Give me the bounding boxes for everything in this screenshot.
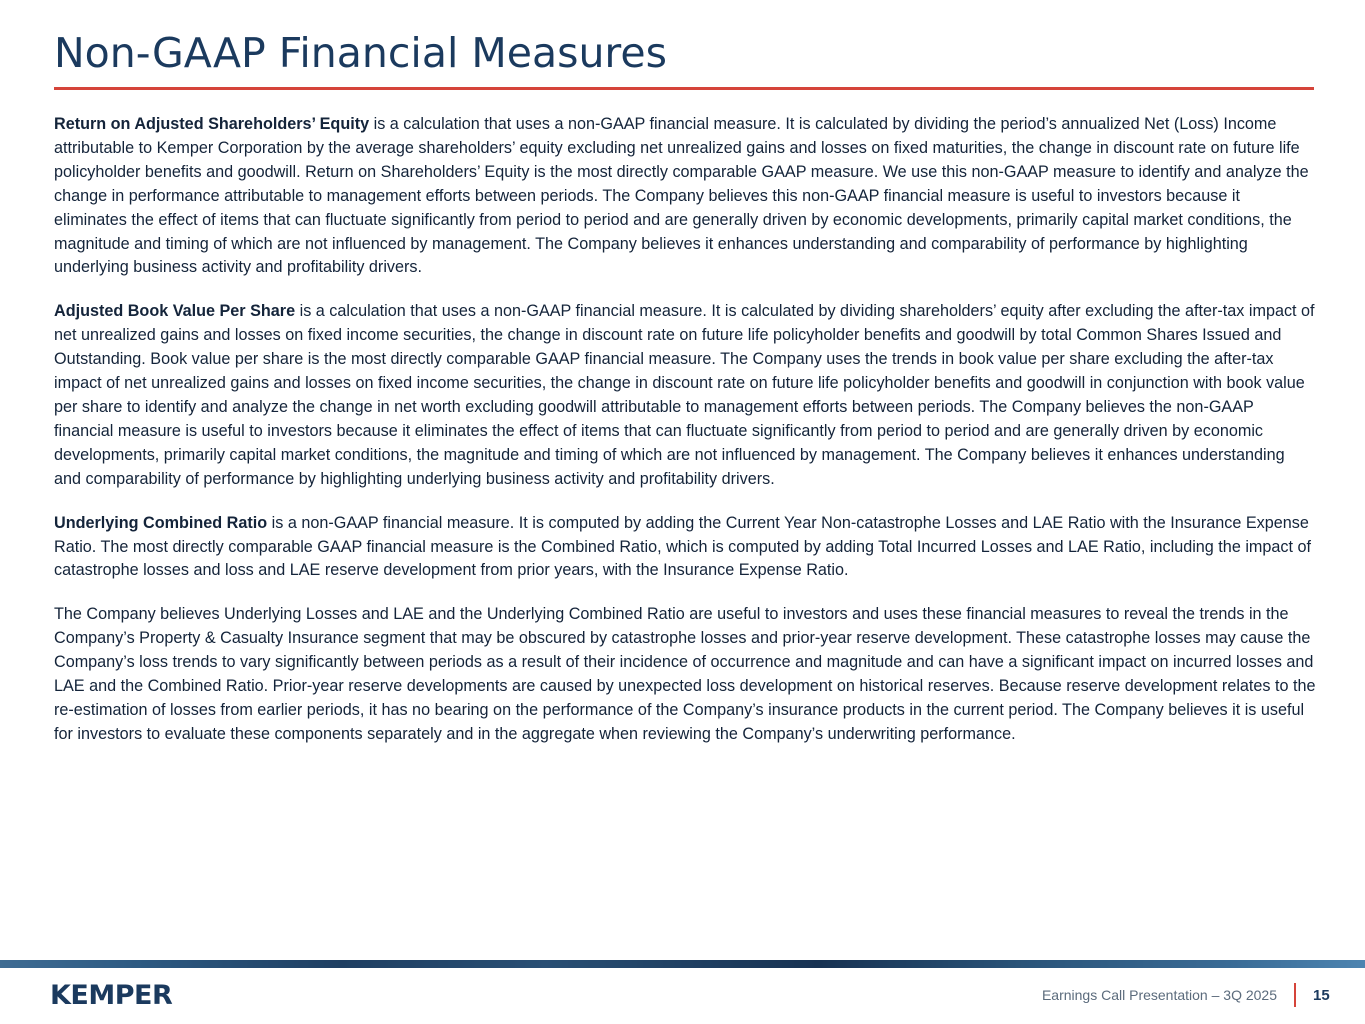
footer-divider bbox=[1294, 983, 1296, 1007]
paragraph-return-on-adjusted-equity bbox=[54, 113, 1316, 280]
page-number: 15 bbox=[1313, 987, 1330, 1004]
definition-adjusted-book-value: is a calculation that uses a non-GAAP financial measure. It is calculated by dividing shareholders’ equity after excluding the after-tax impact of net unrealized gains and losses on fixed income securities, the change in discount rate on future life policyholder benefits and goodwill by total Common Shares Issued and Outstanding. Book value per share is the most directly comparable GAAP financial measure. The Company uses the trends in book value per share excluding the after-tax impact of net unrealized gains and losses on fixed income securities, the change in discount rate on future life policyholder benefits and goodwill in conjunction with book value per share to identify and analyze the change in net worth excluding goodwill attributable to management efforts between periods. The Company believes the non-GAAP financial measure is useful to investors because it eliminates the effect of items that can fluctuate significantly from period to period and are generally driven by economic developments, primarily capital market conditions, the magnitude and timing of which are not influenced by management. The Company believes it enhances understanding and comparability of performance by highlighting underlying business activity and profitability drivers. bbox=[54, 302, 1315, 488]
definition-return-on-adjusted-equity: is a calculation that uses a non-GAAP financial measure. It is calculated by dividing the period’s annualized Net (Loss) Income attributable to Kemper Corporation by the average shareholders’ equity excluding net unrealized gains and losses on fixed maturities, the change in discount rate on future life policyholder benefits and goodwill. Return on Shareholders’ Equity is the most directly comparable GAAP measure. We use this non-GAAP measure to identify and analyze the change in performance attributable to management efforts between periods. The Company believes this non-GAAP financial measure is useful to investors because it eliminates the effect of items that can fluctuate significantly from period to period and are generally driven by economic developments, primarily capital market conditions, the magnitude and timing of which are not influenced by management. The Company believes it enhances understanding and comparability of performance by highlighting underlying business activity and profitability drivers. bbox=[54, 115, 1309, 277]
paragraph-underlying-combined-ratio bbox=[54, 512, 1316, 584]
term-underlying-combined-ratio: Underlying Combined Ratio bbox=[54, 513, 268, 532]
slide-title: Non-GAAP Financial Measures bbox=[54, 29, 667, 77]
kemper-logo-wordmark: KEMPER bbox=[50, 980, 173, 1011]
paragraph-underlying-losses-usefulness bbox=[54, 603, 1316, 746]
body-content bbox=[54, 113, 1316, 767]
title-underline-rule bbox=[54, 87, 1314, 90]
term-adjusted-book-value: Adjusted Book Value Per Share bbox=[54, 302, 296, 321]
term-return-on-adjusted-equity: Return on Adjusted Shareholders’ Equity bbox=[54, 115, 370, 133]
definition-underlying-combined-ratio: is a non-GAAP financial measure. It is computed by adding the Current Year Non-catastrophe Losses and LAE Ratio with the Insurance Expense Ratio. The most directly comparable GAAP financial measure is the Combined Ratio, which is computed by adding Total Incurred Losses and LAE Ratio, including the impact of catastrophe losses and loss and LAE reserve development from prior years, with the Insurance Expense Ratio. bbox=[54, 513, 1311, 580]
text-underlying-losses-usefulness: The Company believes Underlying Losses and LAE and the Underlying Combined Ratio are useful to investors and uses these financial measures to reveal the trends in the Company’s Property & Casualty Insurance segment that may be obscured by catastrophe losses and prior-year reserve development. These catastrophe losses may cause the Company’s loss trends to vary significantly between periods as a result of their incidence of occurrence and magnitude and can have a significant impact on incurred losses and LAE and the Combined Ratio. Prior-year reserve developments are caused by unexpected loss development on historical reserves. Because reserve development relates to the re-estimation of losses from earlier periods, it has no bearing on the performance of the Company’s insurance products in the current period. The Company believes it is useful for investors to evaluate these components separately and in the aggregate when reviewing the Company’s underwriting performance. bbox=[54, 605, 1316, 743]
footer-caption: Earnings Call Presentation – 3Q 2025 bbox=[1041, 987, 1277, 1003]
paragraph-adjusted-book-value bbox=[54, 300, 1316, 491]
footer-color-band bbox=[0, 960, 1365, 968]
kemper-logo bbox=[50, 980, 173, 1011]
